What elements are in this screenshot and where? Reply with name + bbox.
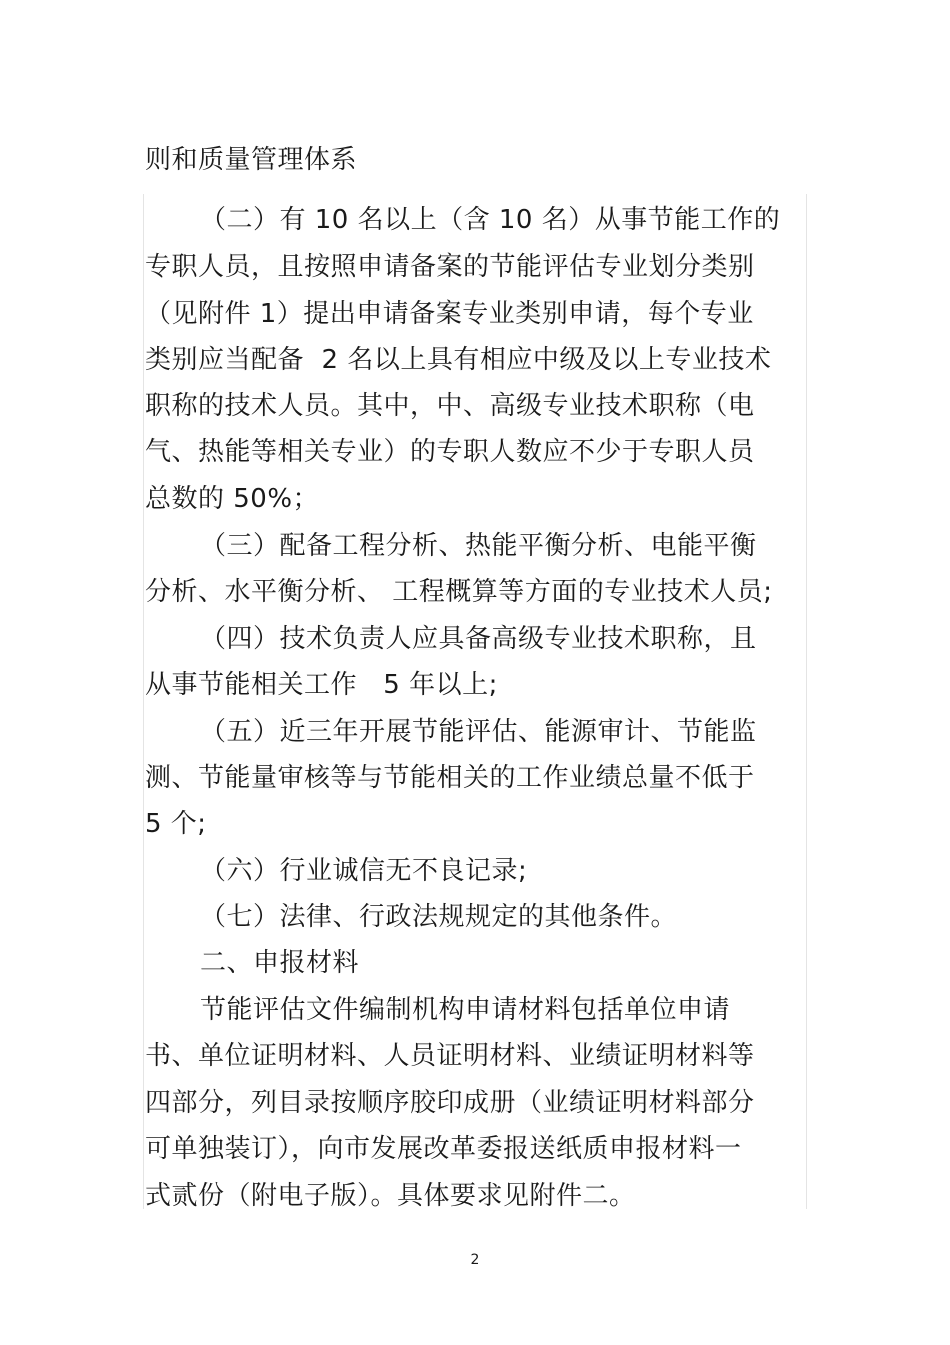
text-line: 类别应当配备 2 名以上具有相应中级及以上专业技术 (145, 345, 772, 375)
text-line: 总数的 50%； (145, 484, 320, 514)
text-line: 书、单位证明材料、人员证明材料、业绩证明材料等 (145, 1041, 755, 1071)
text-line: 分析、水平衡分析、 工程概算等方面的专业技术人员; (145, 577, 773, 607)
text-line-item-7: （七）法律、行政法规规定的其他条件。 (200, 902, 678, 932)
text-line: 测、节能量审核等与节能相关的工作业绩总量不低于 (145, 763, 755, 793)
text-line-item-4: （四）技术负责人应具备高级专业技术职称，且 (200, 624, 757, 654)
text-line: 职称的技术人员。其中，中、高级专业技术职称（电 (145, 391, 755, 421)
section-heading: 二、申报材料 (200, 948, 360, 978)
text-line: 式贰份（附电子版）。具体要求见附件二。 (145, 1181, 636, 1211)
text-line: 5 个; (145, 809, 207, 839)
left-margin-rule (143, 194, 144, 1209)
text-line-item-2: （二）有 10 名以上（含 10 名）从事节能工作的 (200, 205, 781, 235)
text-line-item-3: （三）配备工程分析、热能平衡分析、电能平衡 (200, 531, 757, 561)
text-line: 可单独装订），向市发展改革委报送纸质申报材料一 (145, 1134, 742, 1164)
text-line: 专职人员，且按照申请备案的节能评估专业划分类别 (145, 252, 755, 282)
text-line: 气、热能等相关专业）的专职人数应不少于专职人员 (145, 437, 755, 467)
text-line: 从事节能相关工作 5 年以上; (145, 670, 498, 700)
page-number: 2 (470, 1252, 480, 1268)
text-line-item-6: （六）行业诚信无不良记录; (200, 856, 528, 886)
text-line-item-5: （五）近三年开展节能评估、能源审计、节能监 (200, 717, 757, 747)
text-line-continuation: 则和质量管理体系 (145, 145, 358, 175)
right-margin-rule (806, 194, 807, 1209)
text-line-paragraph: 节能评估文件编制机构申请材料包括单位申请 (200, 995, 731, 1025)
text-line: 四部分，列目录按顺序胶印成册（业绩证明材料部分 (145, 1088, 755, 1118)
text-line: （见附件 1）提出申请备案专业类别申请，每个专业 (145, 299, 754, 329)
